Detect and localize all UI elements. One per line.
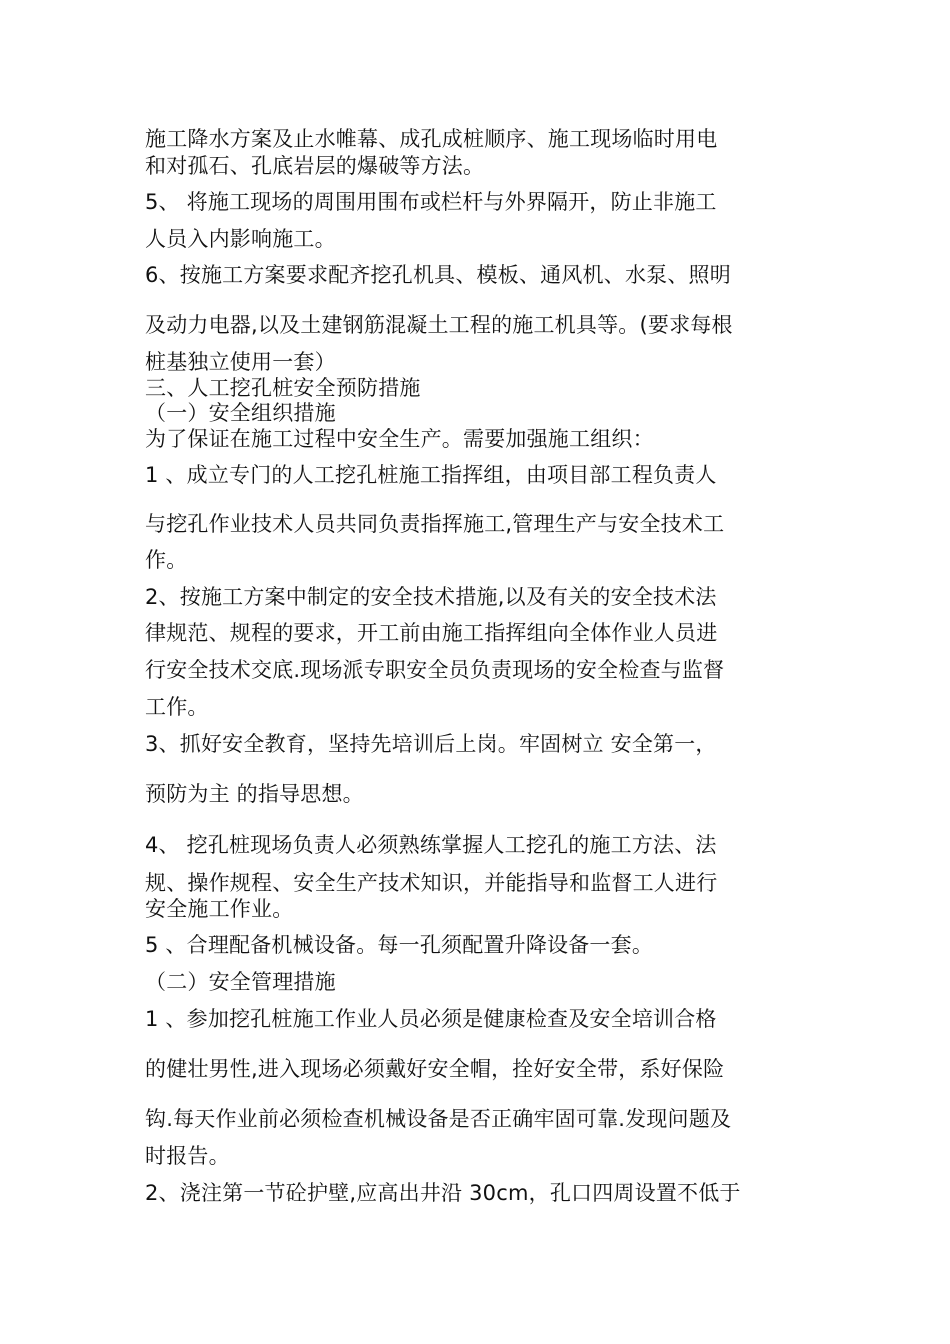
text-line: 1 、成立专门的人工挖孔桩施工指挥组，由项目部工程负责人 bbox=[145, 463, 717, 487]
text-line: 与挖孔作业技术人员共同负责指挥施工,管理生产与安全技术工 bbox=[145, 512, 725, 536]
text-line: 行安全技术交底.现场派专职安全员负责现场的安全检查与监督 bbox=[145, 658, 725, 682]
subsection-heading: （二）安全管理措施 bbox=[145, 970, 336, 994]
text-line: 及动力电器,以及土建钢筋混凝土工程的施工机具等。(要求每根 bbox=[145, 313, 733, 337]
text-line: 和对孤石、孔底岩层的爆破等方法。 bbox=[145, 154, 485, 178]
text-line: 为了保证在施工过程中安全生产。需要加强施工组织： bbox=[145, 427, 654, 451]
text-line: 的健壮男性,进入现场必须戴好安全帽，拴好安全带，系好保险 bbox=[145, 1057, 725, 1081]
text-line: 2、按施工方案中制定的安全技术措施,以及有关的安全技术法 bbox=[145, 585, 717, 609]
text-line: 作。 bbox=[145, 548, 188, 572]
text-line: 5 、合理配备机械设备。每一孔须配置升降设备一套。 bbox=[145, 933, 654, 957]
text-line: 安全施工作业。 bbox=[145, 897, 294, 921]
text-line: 人员入内影响施工。 bbox=[145, 227, 336, 251]
text-line: 1 、参加挖孔桩施工作业人员必须是健康检查及安全培训合格 bbox=[145, 1007, 717, 1031]
text-line: 3、抓好安全教育，坚持先培训后上岗。牢固树立 安全第一， bbox=[145, 732, 717, 756]
section-heading: 三、人工挖孔桩安全预防措施 bbox=[145, 376, 421, 400]
text-line: 4、 挖孔桩现场负责人必须熟练掌握人工挖孔的施工方法、法 bbox=[145, 833, 717, 857]
subsection-heading: （一）安全组织措施 bbox=[145, 401, 336, 425]
text-line: 施工降水方案及止水帷幕、成孔成桩顺序、施工现场临时用电 bbox=[145, 127, 718, 151]
text-line: 钩.每天作业前必须检查机械设备是否正确牢固可靠.发现问题及 bbox=[145, 1107, 732, 1131]
text-line: 2、浇注第一节砼护壁,应高出井沿 30cm，孔口四周设置不低于 bbox=[145, 1181, 741, 1205]
text-line: 6、按施工方案要求配齐挖孔机具、模板、通风机、水泵、照明 bbox=[145, 263, 731, 287]
text-line: 时报告。 bbox=[145, 1144, 230, 1168]
text-line: 5、 将施工现场的周围用围布或栏杆与外界隔开，防止非施工 bbox=[145, 190, 717, 214]
text-line: 律规范、规程的要求，开工前由施工指挥组向全体作业人员进 bbox=[145, 621, 718, 645]
text-line: 工作。 bbox=[145, 695, 209, 719]
text-line: 桩基独立使用一套） bbox=[145, 350, 336, 374]
text-line: 预防为主 的指导思想。 bbox=[145, 782, 364, 806]
text-line: 规、操作规程、安全生产技术知识，并能指导和监督工人进行 bbox=[145, 871, 718, 895]
